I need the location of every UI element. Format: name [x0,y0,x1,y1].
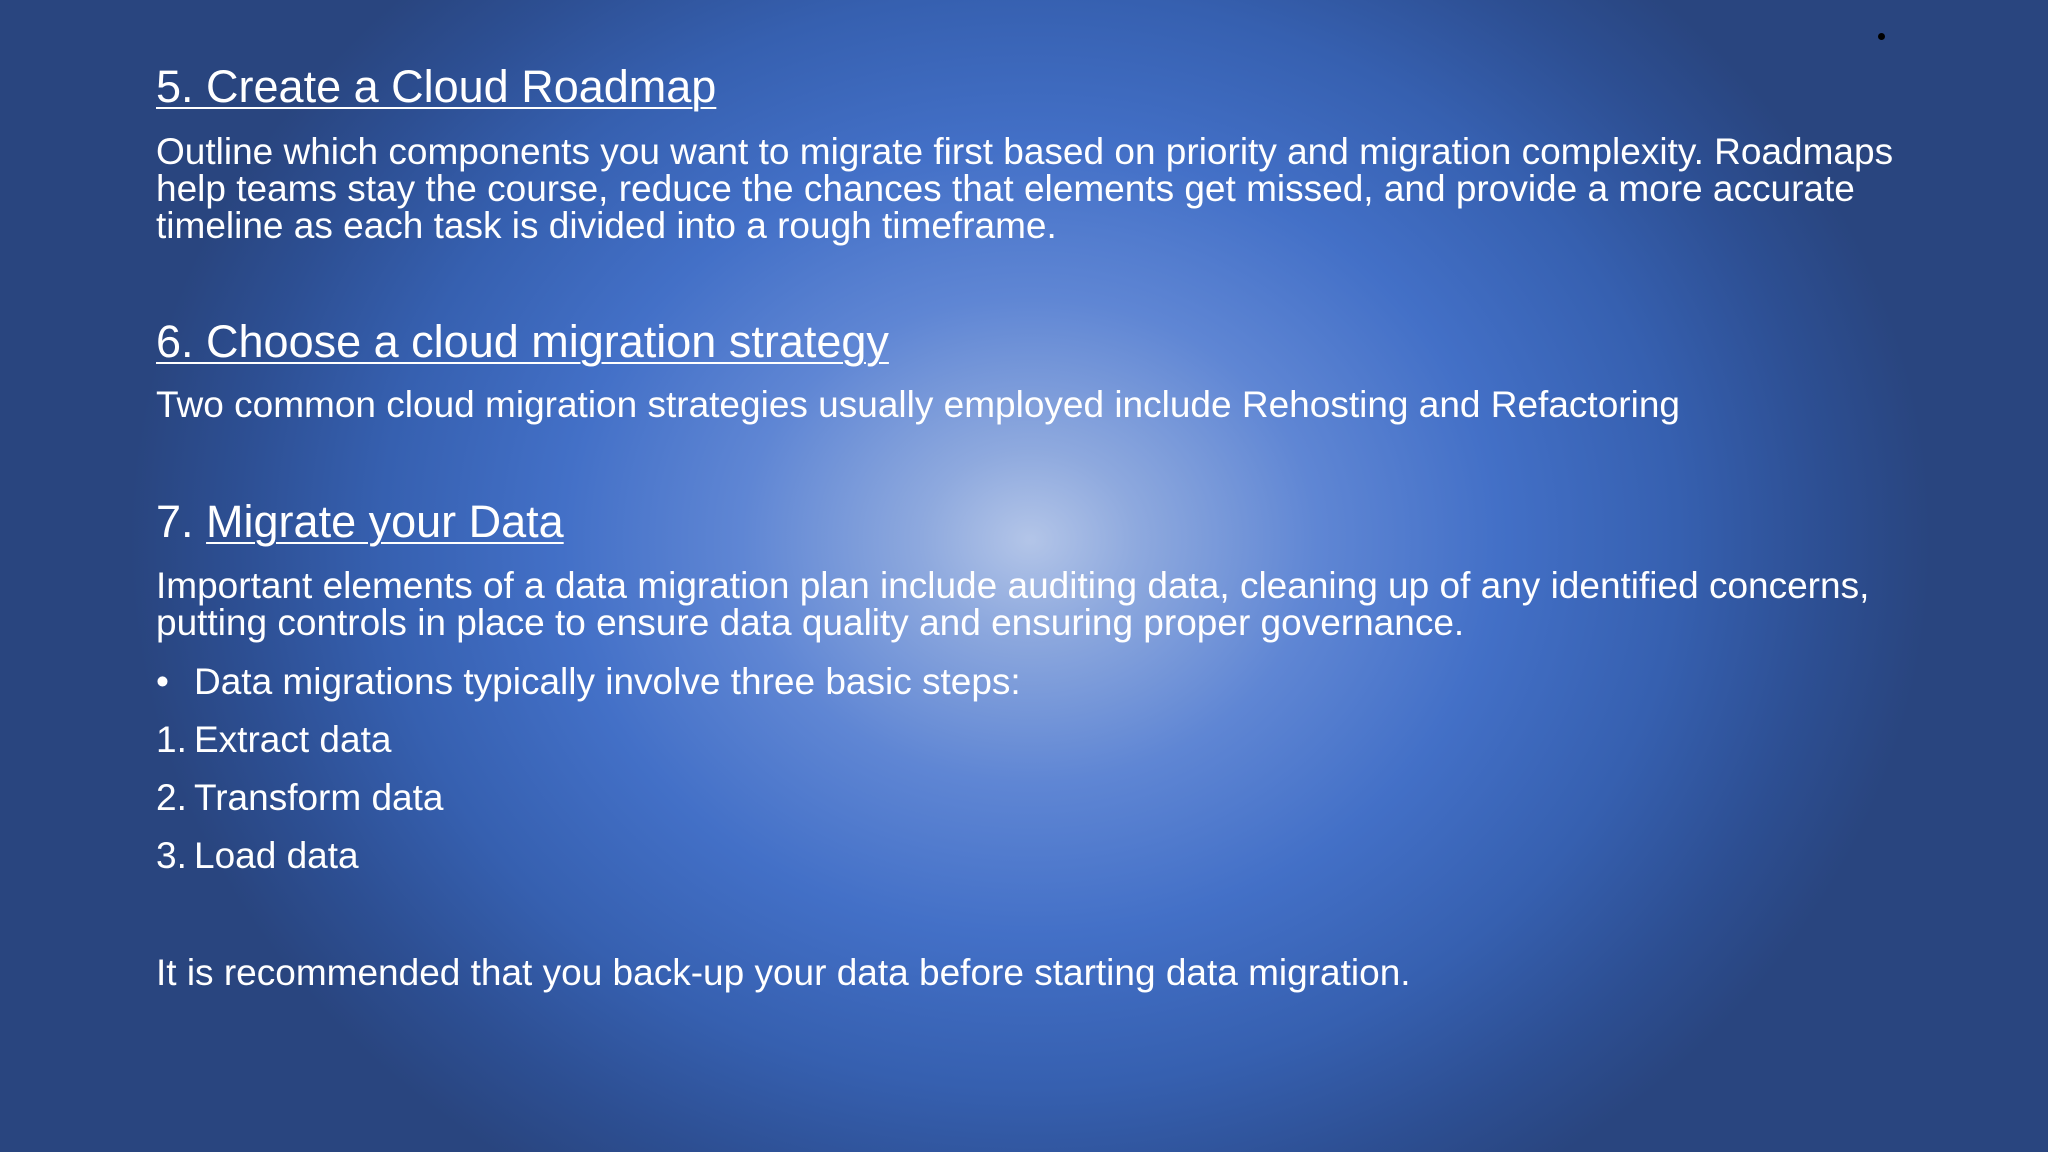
bullet-marker: • [156,661,169,702]
step-text: Transform data [194,777,444,818]
step-item [156,721,391,758]
step-text: Extract data [194,719,392,760]
bullet-text: Data migrations typically involve three basic steps: [194,661,1021,702]
step-number: 3. [156,835,187,876]
data-migration-paragraph: Important elements of a data migration plan include auditing data, cleaning up of any identified concerns, putting controls in place to ensure data quality and ensuring proper governance. [156,565,1870,643]
heading-cloud-roadmap: 5. Create a Cloud Roadmap [156,61,717,112]
backup-note: It is recommended that you back-up your data before starting data migration. [156,952,1411,993]
step-number: 2. [156,777,187,818]
bullet-item [156,663,1021,700]
heading-migrate-data: 7. Migrate your Data [156,496,564,547]
step-number: 1. [156,719,187,760]
strategy-paragraph: Two common cloud migration strategies usually employed include Rehosting and Refactoring [156,384,1680,425]
step-item [156,837,359,874]
heading-migration-strategy: 6. Choose a cloud migration strategy [156,316,889,367]
step-item [156,779,444,816]
step-text: Load data [194,835,359,876]
roadmap-paragraph: Outline which components you want to migrate first based on priority and migration complexity. Roadmaps help teams stay the course, reduce the chances that elements get missed, and provide a more accurate timeline as each task is divided into a rough timeframe. [156,131,1894,246]
slide-dot [1878,33,1885,40]
